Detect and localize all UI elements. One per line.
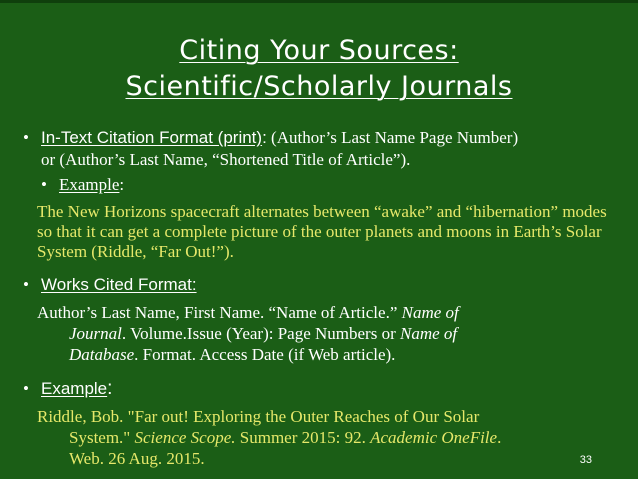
- in-text-citation-format: (Author’s Last Name Page Number): [266, 128, 519, 147]
- example-colon: :: [119, 175, 125, 194]
- title-line-2: Scientific/Scholarly Journals: [125, 71, 513, 102]
- sub-bullet-example: [41, 174, 124, 195]
- example-paragraph: The New Horizons spacecraft alternates between “awake” and “hibernation” modes so that it can get a complete picture of the outer planets and moons in Earth’s Solar System (Riddle, “Far Out!”).: [37, 202, 607, 261]
- bullet-dot: •: [23, 128, 29, 147]
- ref-text: Summer 2015: 92.: [235, 428, 371, 447]
- example-label: Example: [59, 175, 120, 194]
- bullet-in-text-citation: [23, 127, 623, 148]
- bullet-dot: •: [23, 275, 29, 294]
- in-text-citation-colon: :: [262, 128, 267, 147]
- wc-italic: Name of: [400, 324, 458, 343]
- works-cited-format: [37, 302, 607, 365]
- wc-line-3: [37, 344, 607, 365]
- bullet-dot: •: [41, 175, 47, 194]
- wc-italic: Database: [69, 345, 135, 364]
- bullet-example: [23, 378, 112, 399]
- wc-line-1: [37, 303, 459, 322]
- slide-title: [0, 33, 638, 105]
- ref-line-2: [37, 427, 607, 448]
- bullet-dot: •: [23, 379, 29, 398]
- ref-italic: Science Scope.: [134, 428, 236, 447]
- wc-italic: Journal: [69, 324, 122, 343]
- in-text-citation-alt-format: or (Author’s Last Name, “Shortened Title of Article”).: [41, 150, 411, 169]
- wc-text: . Format. Access Date (if Web article).: [134, 345, 396, 364]
- ref-text: System.": [69, 428, 135, 447]
- wc-text: Author’s Last Name, First Name. “Name of Article.”: [37, 303, 402, 322]
- wc-text: . Volume.Issue (Year): Page Numbers or: [121, 324, 400, 343]
- ref-text: .: [497, 428, 502, 447]
- in-text-citation-label: In-Text Citation Format (print): [41, 128, 263, 147]
- works-cited-label: Works Cited Format:: [41, 275, 197, 294]
- ref-line-1: Riddle, Bob. "Far out! Exploring the Outer Reaches of Our Solar: [37, 407, 480, 426]
- page-number: 33: [579, 454, 592, 466]
- example-reference: [37, 406, 607, 469]
- example-label-2: Example: [41, 379, 108, 398]
- ref-line-3: Web. 26 Aug. 2015.: [69, 449, 205, 468]
- bullet-works-cited: [23, 274, 197, 295]
- example-colon-2: :: [107, 378, 113, 399]
- wc-italic: Name of: [401, 303, 459, 322]
- title-line-1: Citing Your Sources:: [179, 35, 459, 66]
- ref-italic: Academic OneFile: [370, 428, 498, 447]
- wc-line-2: [37, 323, 607, 344]
